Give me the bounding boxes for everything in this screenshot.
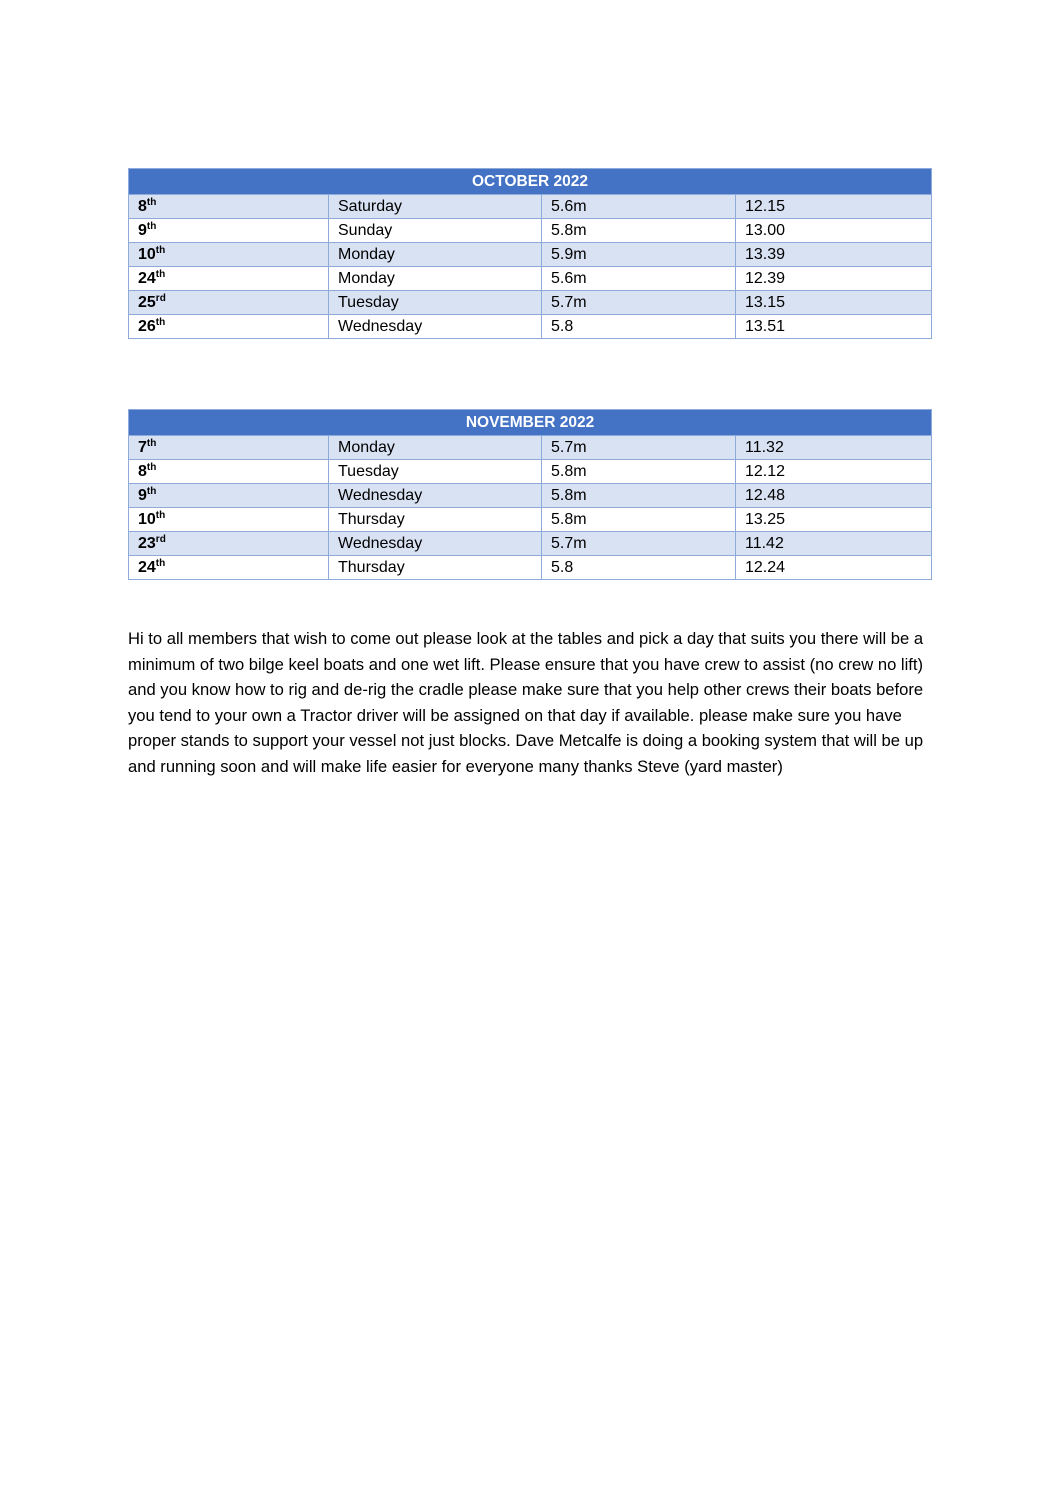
date-number: 8 xyxy=(138,462,147,480)
tide-height-cell: 5.6m xyxy=(542,267,736,291)
table-row xyxy=(129,532,932,556)
table-title: NOVEMBER 2022 xyxy=(129,410,932,436)
tide-height-cell: 5.7m xyxy=(542,291,736,315)
date-number: 10 xyxy=(138,245,156,263)
tide-height-cell: 5.8m xyxy=(542,484,736,508)
tide-height-cell: 5.9m xyxy=(542,243,736,267)
date-cell xyxy=(129,291,329,315)
tide-time-cell: 12.12 xyxy=(736,460,932,484)
date-suffix: th xyxy=(155,557,166,569)
tide-height-cell: 5.7m xyxy=(542,436,736,460)
tide-height-cell: 5.8 xyxy=(542,556,736,580)
date-cell xyxy=(129,532,329,556)
date-cell xyxy=(129,436,329,460)
members-notice: Hi to all members that wish to come out please look at the tables and pick a day that suits you there will be a minimum of two bilge keel boats and one wet lift. Please ensure that you have crew to assist (no crew no lift) and you know how to rig and de-rig the cradle please make sure that you help other crews their boats before you tend to your own a Tractor driver will be assigned on that day if available. please make sure you have proper stands to support your vessel not just blocks. Dave Metcalfe is doing a booking system that will be up and running soon and will make life easier for everyone many thanks Steve (yard master) xyxy=(128,629,924,776)
weekday-cell: Thursday xyxy=(329,556,542,580)
date-suffix: rd xyxy=(155,533,166,545)
weekday-cell: Sunday xyxy=(329,219,542,243)
weekday-cell: Monday xyxy=(329,436,542,460)
date-suffix: th xyxy=(155,509,166,521)
table-title: OCTOBER 2022 xyxy=(129,169,932,195)
table-row xyxy=(129,556,932,580)
date-number: 9 xyxy=(138,486,147,504)
date-cell xyxy=(129,243,329,267)
date-suffix: th xyxy=(155,268,166,280)
table-row xyxy=(129,436,932,460)
date-number: 25 xyxy=(138,293,156,311)
date-number: 7 xyxy=(138,438,147,456)
table-row xyxy=(129,219,932,243)
table-row xyxy=(129,243,932,267)
november-tide-table xyxy=(128,409,932,580)
date-suffix: th xyxy=(146,196,157,208)
date-suffix: th xyxy=(146,437,157,449)
date-number: 10 xyxy=(138,510,156,528)
table-row xyxy=(129,267,932,291)
weekday-cell: Tuesday xyxy=(329,291,542,315)
tide-time-cell: 12.48 xyxy=(736,484,932,508)
date-suffix: th xyxy=(146,461,157,473)
weekday-cell: Wednesday xyxy=(329,315,542,339)
tide-time-cell: 11.32 xyxy=(736,436,932,460)
date-cell xyxy=(129,315,329,339)
date-cell xyxy=(129,195,329,219)
date-suffix: th xyxy=(155,316,166,328)
date-suffix: th xyxy=(146,220,157,232)
tide-time-cell: 13.00 xyxy=(736,219,932,243)
tide-time-cell: 11.42 xyxy=(736,532,932,556)
tide-height-cell: 5.6m xyxy=(542,195,736,219)
tide-time-cell: 12.24 xyxy=(736,556,932,580)
tide-time-cell: 13.25 xyxy=(736,508,932,532)
weekday-cell: Wednesday xyxy=(329,532,542,556)
tide-height-cell: 5.7m xyxy=(542,532,736,556)
date-number: 9 xyxy=(138,221,147,239)
table-row xyxy=(129,460,932,484)
date-cell xyxy=(129,484,329,508)
date-number: 24 xyxy=(138,558,156,576)
date-suffix: rd xyxy=(155,292,166,304)
tide-time-cell: 12.39 xyxy=(736,267,932,291)
weekday-cell: Wednesday xyxy=(329,484,542,508)
date-number: 26 xyxy=(138,317,156,335)
date-suffix: th xyxy=(146,485,157,497)
weekday-cell: Monday xyxy=(329,267,542,291)
table-row xyxy=(129,508,932,532)
weekday-cell: Saturday xyxy=(329,195,542,219)
date-number: 8 xyxy=(138,197,147,215)
october-tide-table xyxy=(128,168,932,339)
tide-height-cell: 5.8m xyxy=(542,460,736,484)
tide-height-cell: 5.8m xyxy=(542,219,736,243)
tide-time-cell: 13.15 xyxy=(736,291,932,315)
date-cell xyxy=(129,267,329,291)
weekday-cell: Tuesday xyxy=(329,460,542,484)
weekday-cell: Monday xyxy=(329,243,542,267)
tide-time-cell: 13.39 xyxy=(736,243,932,267)
table-row xyxy=(129,291,932,315)
tide-height-cell: 5.8m xyxy=(542,508,736,532)
tide-height-cell: 5.8 xyxy=(542,315,736,339)
date-cell xyxy=(129,219,329,243)
tide-time-cell: 12.15 xyxy=(736,195,932,219)
weekday-cell: Thursday xyxy=(329,508,542,532)
date-cell xyxy=(129,460,329,484)
date-cell xyxy=(129,556,329,580)
date-suffix: th xyxy=(155,244,166,256)
tide-time-cell: 13.51 xyxy=(736,315,932,339)
date-number: 23 xyxy=(138,534,156,552)
table-row xyxy=(129,195,932,219)
date-number: 24 xyxy=(138,269,156,287)
date-cell xyxy=(129,508,329,532)
table-row xyxy=(129,315,932,339)
table-row xyxy=(129,484,932,508)
